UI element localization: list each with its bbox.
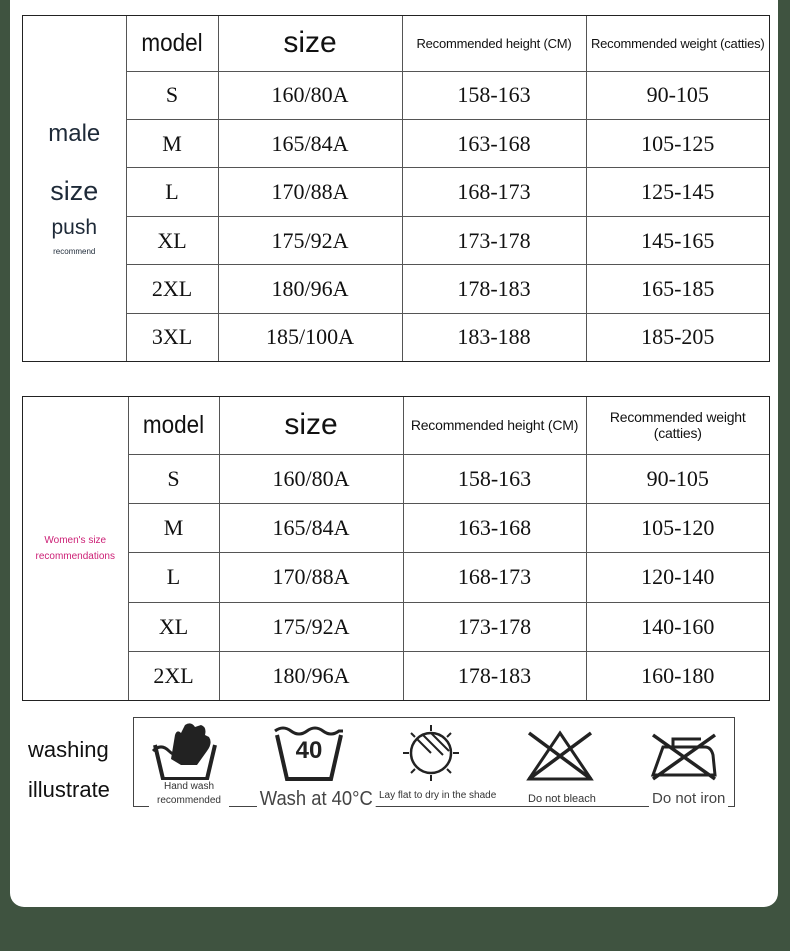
no-iron-icon: [649, 731, 719, 783]
male-label-line: push: [51, 215, 98, 239]
cell-weight: 90-105: [586, 71, 769, 119]
male-label-line: male: [48, 119, 101, 147]
cell-weight: 120-140: [586, 553, 769, 602]
male-label-line: recommend: [53, 246, 96, 256]
table-row: [23, 168, 769, 216]
cell-weight: 105-120: [586, 503, 769, 552]
cell-model: XL: [126, 216, 218, 264]
cell-weight: 160-180: [586, 652, 769, 701]
cell-model: M: [126, 119, 218, 167]
no-bleach-icon: [525, 729, 595, 783]
header-weight: Recommended weight (catties): [586, 397, 769, 454]
cell-weight: 145-165: [586, 216, 769, 264]
header-size: size: [218, 16, 402, 71]
female-header-row: [23, 397, 769, 454]
no-iron-label: Do not iron: [649, 790, 728, 808]
cell-size: 180/96A: [218, 265, 402, 313]
female-size-table: [22, 396, 770, 701]
cell-size: 175/92A: [218, 216, 402, 264]
male-size-table: [22, 15, 770, 362]
cell-weight: 125-145: [586, 168, 769, 216]
table-row: [23, 503, 769, 552]
dry-in-shade-label: Lay flat to dry in the shade: [376, 789, 499, 803]
cell-height: 168-173: [403, 553, 586, 602]
male-label-line: size: [50, 175, 99, 206]
hand-wash-icon: [151, 721, 219, 783]
table-row: [23, 265, 769, 313]
cell-height: 173-178: [402, 216, 586, 264]
cell-model: 2XL: [126, 265, 218, 313]
male-side-label: [23, 16, 126, 361]
header-height: Recommended height (CM): [403, 397, 586, 454]
cell-height: 178-183: [402, 265, 586, 313]
washing-title-line: washing: [28, 737, 109, 762]
cell-height: 168-173: [402, 168, 586, 216]
header-model: model: [133, 397, 215, 454]
cell-size: 160/80A: [218, 71, 402, 119]
cell-weight: 185-205: [586, 313, 769, 361]
cell-model: 2XL: [128, 652, 219, 701]
female-label-line: Women's size: [44, 534, 107, 546]
dry-in-shade-icon: [401, 725, 461, 781]
hand-wash-label-line: recommended: [157, 795, 221, 806]
cell-height: 178-183: [403, 652, 586, 701]
header-size: size: [219, 397, 403, 454]
cell-size: 180/96A: [219, 652, 403, 701]
hand-wash-label-line: Hand wash: [163, 781, 215, 792]
cell-model: XL: [128, 602, 219, 651]
cell-size: 185/100A: [218, 313, 402, 361]
washing-instructions: [133, 717, 735, 810]
cell-model: S: [126, 71, 218, 119]
cell-weight: 90-105: [586, 454, 769, 503]
cell-height: 163-168: [403, 503, 586, 552]
washing-title-line: illustrate: [28, 777, 110, 802]
table-row: [23, 119, 769, 167]
cell-model: S: [128, 454, 219, 503]
female-label-line: recommendations: [35, 550, 115, 562]
no-bleach-label: Do not bleach: [525, 792, 599, 806]
wash-40-label: Wash at 40°C: [257, 787, 376, 811]
cell-weight: 165-185: [586, 265, 769, 313]
cell-size: 175/92A: [219, 602, 403, 651]
cell-height: 158-163: [403, 454, 586, 503]
cell-size: 165/84A: [219, 503, 403, 552]
header-height: Recommended height (CM): [402, 16, 586, 71]
washing-title: [28, 730, 110, 810]
table-row: [23, 602, 769, 651]
cell-height: 183-188: [402, 313, 586, 361]
table-row: [23, 652, 769, 701]
header-weight: Recommended weight (catties): [586, 16, 769, 71]
cell-size: 160/80A: [219, 454, 403, 503]
hand-wash-label: [149, 780, 229, 808]
table-row: [23, 71, 769, 119]
table-row: [23, 216, 769, 264]
cell-height: 173-178: [403, 602, 586, 651]
cell-size: 165/84A: [218, 119, 402, 167]
table-row: [23, 553, 769, 602]
cell-size: 170/88A: [219, 553, 403, 602]
cell-model: M: [128, 503, 219, 552]
cell-height: 163-168: [402, 119, 586, 167]
wash-40-number: 40: [295, 737, 323, 764]
cell-weight: 140-160: [586, 602, 769, 651]
cell-model: L: [126, 168, 218, 216]
cell-weight: 105-125: [586, 119, 769, 167]
cell-model: 3XL: [126, 313, 218, 361]
table-row: [23, 454, 769, 503]
male-header-row: [23, 16, 769, 71]
cell-size: 170/88A: [218, 168, 402, 216]
header-model: model: [131, 16, 214, 71]
cell-model: L: [128, 553, 219, 602]
female-side-label: [23, 397, 128, 700]
cell-height: 158-163: [402, 71, 586, 119]
table-row: [23, 313, 769, 361]
